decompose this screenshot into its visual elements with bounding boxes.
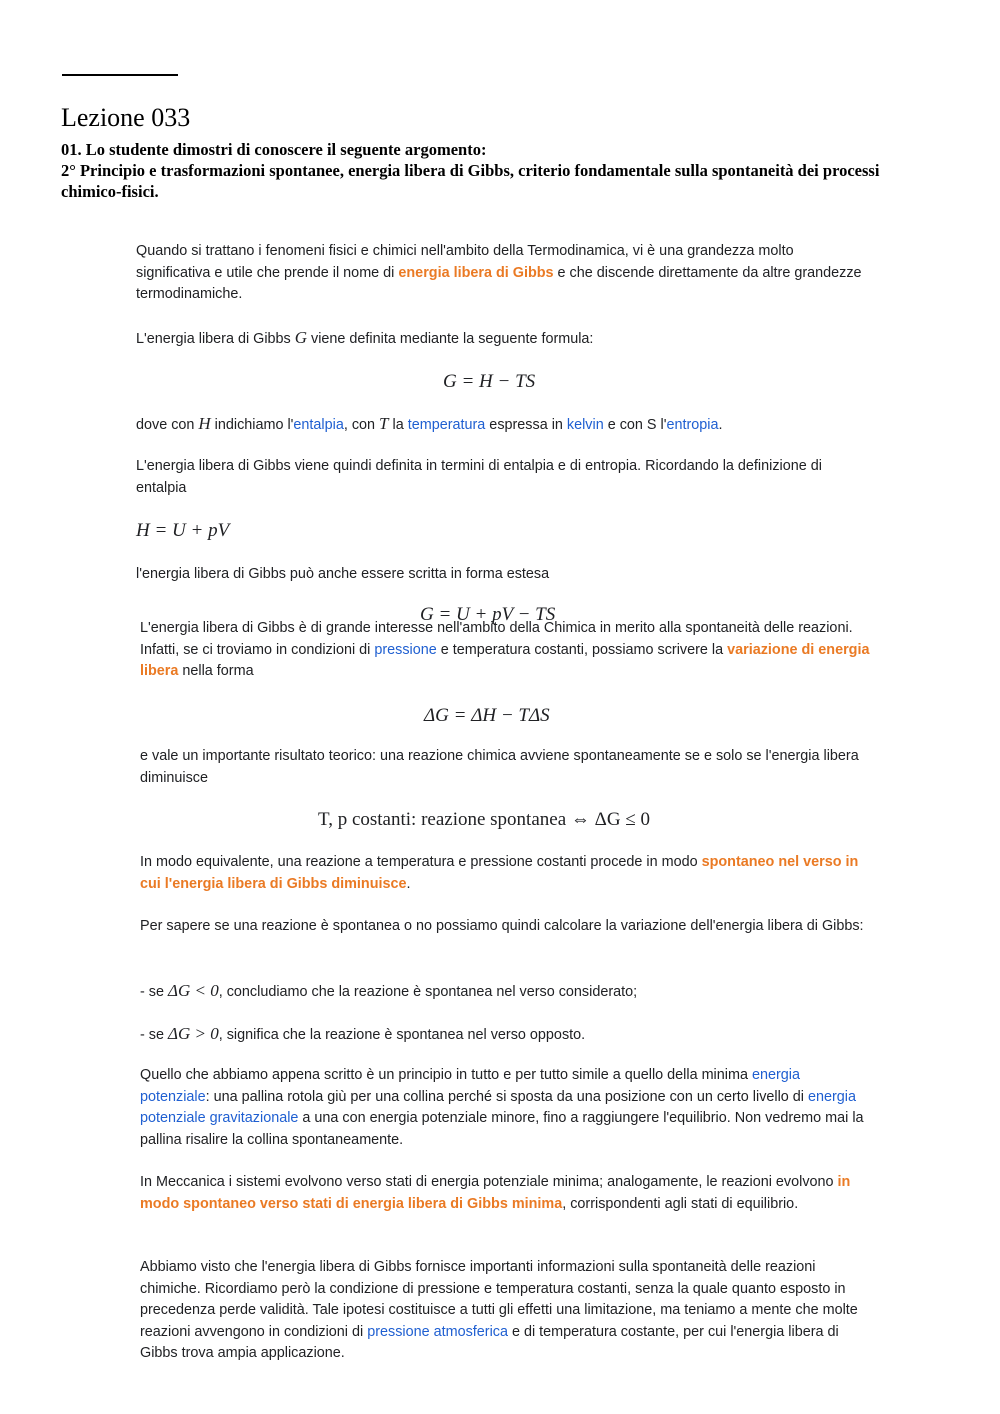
equivalent-text-b: . [406, 875, 411, 892]
case-positive [140, 1023, 870, 1047]
analogy-text-c: a una con energia potenziale minore, fino a raggiungere l'equilibrio. Non vedremo mai la pallina risalire la collina spontaneamente. [140, 1110, 864, 1148]
enthalpy-link[interactable]: entalpia [293, 417, 344, 433]
kelvin-link[interactable]: kelvin [566, 417, 604, 433]
temperature-link[interactable]: temperatura [407, 417, 486, 433]
final-text-a: Abbiamo visto che l'energia libera di Gibbs fornisce importanti informazioni sulla spontaneità delle reazioni chimiche. Ricordiamo però la condizione di pressione e temperatura costanti, senza la quale quanto esposto in precedenza perde validità. Tale ipotesi costituisce a tutti gli effetti una limitazione, ma teniamo a mente che molte reazioni avvengono in condizioni di [140, 1259, 858, 1340]
interest-text-b: e temperatura costanti, possiamo scrivere la [436, 641, 728, 658]
extended-form-paragraph: l'energia libera di Gibbs può anche essere scritta in forma estesa [136, 566, 550, 582]
case-negative [140, 980, 870, 1004]
formula-gibbs-text: G = H − TS [443, 371, 536, 392]
definition-paragraph [136, 327, 866, 351]
case-positive-text: , significa che la reazione è spontanea nel verso opposto. [218, 1027, 586, 1043]
result-paragraph: e vale un importante risultato teorico: una reazione chimica avviene spontaneamente se e solo se l'energia libera diminuisce [140, 748, 859, 786]
where-text-f: e con S l' [603, 417, 667, 433]
lesson-title: Lezione 033 [61, 103, 191, 132]
final-paragraph [140, 1257, 870, 1365]
where-text-b: indichiamo l' [210, 417, 294, 433]
case-positive-prefix: - se [140, 1027, 168, 1043]
where-paragraph [136, 413, 866, 437]
where-text-a: dove con [136, 417, 199, 433]
prompt-line-2: 2° Principio e trasformazioni spontanee, energia libera di Gibbs, criterio fondamentale sulla spontaneità dei processi chimico-fisici. [61, 161, 880, 201]
where-text-d: la [388, 417, 408, 433]
formula-enthalpy [136, 519, 229, 543]
definition-text-b: viene definita mediante la seguente formula: [307, 331, 594, 347]
intro-text-a: Quando si trattano i fenomeni fisici e chimici nell'ambito della Termodinamica, vi è una grandezza molto significativa e utile che prende il nome di [136, 243, 794, 281]
interest-highlight: variazione di energia libera [140, 641, 870, 679]
analogy-text-a: Quello che abbiamo appena scritto è un principio in tutto e per tutto simile a quello della minima [140, 1067, 752, 1083]
analogy-text-b: : una pallina rotola giù per una collina perché si sposta da una posizione con un certo livello di [205, 1088, 808, 1105]
gravitational-potential-energy-link[interactable]: energia potenziale gravitazionale [140, 1088, 857, 1126]
intro-paragraph [136, 241, 866, 306]
where-text-c: , con [343, 417, 380, 433]
defined-terms-paragraph: L'energia libera di Gibbs viene quindi definita in termini di entalpia e di entropia. Ricordando la definizione di entalpia [136, 458, 822, 496]
intro-text-b: e che discende direttamente da altre grandezze termodinamiche. [136, 264, 862, 302]
temperature-symbol: T [379, 414, 389, 433]
formula-spontaneity [318, 808, 650, 832]
interest-text-a: L'energia libera di Gibbs è di grande interesse nell'ambito della Chimica in merito alla spontaneità delle reazioni. Infatti, se ci troviamo in condizioni di [140, 620, 853, 658]
atmospheric-pressure-link[interactable]: pressione atmosferica [367, 1323, 508, 1340]
gibbs-symbol: G [294, 328, 308, 347]
case-negative-text: , concludiamo che la reazione è spontanea nel verso considerato; [218, 984, 638, 1000]
final-text-b: e di temperatura costante, per cui l'energia libera di Gibbs trova ampia applicazione. [140, 1323, 839, 1361]
interest-paragraph [140, 618, 870, 683]
top-rule [62, 74, 178, 76]
potential-energy-link[interactable]: energia potenziale [140, 1067, 800, 1105]
entropy-link[interactable]: entropia [666, 417, 719, 433]
equivalent-highlight: spontaneo nel verso in cui l'energia libera di Gibbs diminuisce [140, 854, 859, 892]
formula-delta-g-text: ΔG = ΔH − TΔS [424, 705, 550, 726]
case-positive-eq: ΔG > 0 [168, 1024, 219, 1043]
formula-enthalpy-text: H = U + pV [136, 520, 230, 541]
mechanics-paragraph [140, 1172, 870, 1215]
mechanics-highlight: in modo spontaneo verso stati di energia libera di Gibbs minima [140, 1174, 851, 1212]
formula-spontaneity-text: T, p costanti: reazione spontanea ⇔ ΔG ≤ 0 [318, 809, 650, 830]
intro-highlight: energia libera di Gibbs [398, 264, 554, 281]
equivalent-text-a: In modo equivalente, una reazione a temperatura e pressione costanti procede in modo [140, 854, 702, 870]
mechanics-text-b: , corrispondenti agli stati di equilibrio. [562, 1195, 799, 1212]
analogy-paragraph [140, 1065, 870, 1151]
pressure-link[interactable]: pressione [374, 641, 437, 658]
formula-extended-cropped [420, 601, 580, 625]
case-negative-prefix: - se [140, 984, 168, 1000]
enthalpy-symbol: H [198, 414, 211, 433]
where-text-e: espressa in [485, 417, 567, 433]
formula-extended-text: G = U + pV − TS [420, 604, 556, 625]
formula-gibbs [443, 370, 535, 394]
interest-text-c: nella forma [178, 663, 254, 679]
equivalent-paragraph [140, 852, 870, 895]
formula-delta-g [424, 704, 550, 728]
definition-text-a: L'energia libera di Gibbs [136, 331, 295, 347]
case-negative-eq: ΔG < 0 [168, 981, 219, 1000]
prompt-line-1: 01. Lo studente dimostri di conoscere il seguente argomento: [61, 140, 487, 159]
know-paragraph: Per sapere se una reazione è spontanea o no possiamo quindi calcolare la variazione dell'energia libera di Gibbs: [140, 918, 864, 934]
mechanics-text-a: In Meccanica i sistemi evolvono verso stati di energia potenziale minima; analogamente, le reazioni evolvono [140, 1174, 838, 1190]
where-text-g: . [718, 417, 723, 433]
